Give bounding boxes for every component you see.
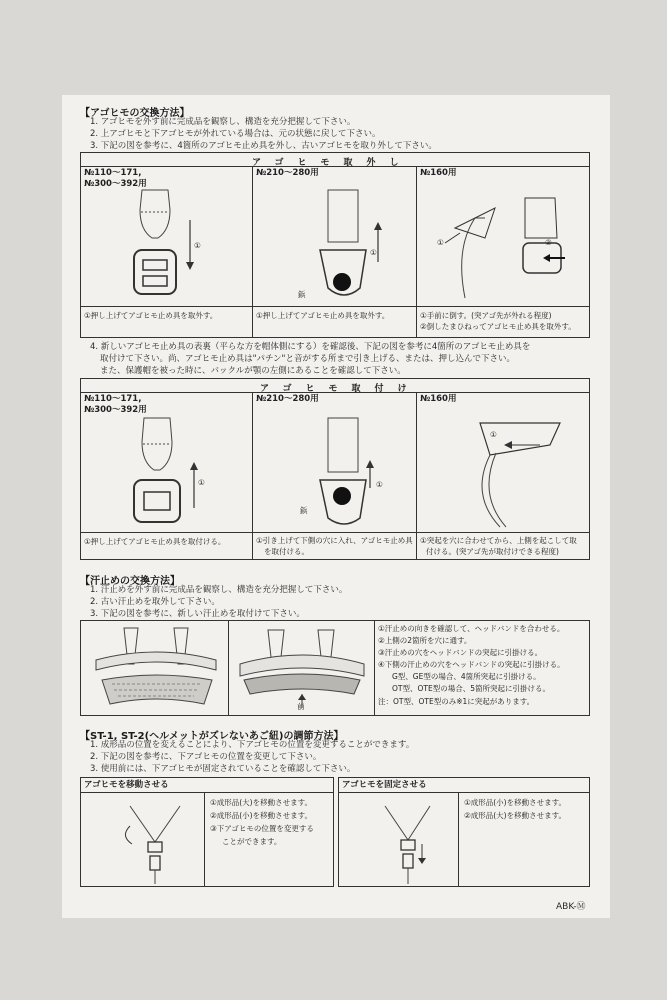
sweat-step-1: 1. 汗止めを外す前に完成品を観察し、構造を充分把握して下さい。: [90, 585, 348, 595]
st-step-2: 2. 下記の図を参考に、下アゴヒモの位置を変更して下さい。: [90, 752, 322, 762]
section-heading-chinstrap-replace: 【アゴヒモの交換方法】: [80, 108, 190, 119]
attach-col1-caption: ①押し上げてアゴヒモ止め具を取付ける。: [84, 537, 226, 546]
sweat-step-3: 3. 下記の図を参考に、新しい汗止めを取付けて下さい。: [90, 609, 305, 619]
footer-product-code: ABK-Ⓜ: [556, 902, 586, 912]
section-heading-st-adjust: 【ST-1, ST-2(ヘルメットがズレないあご紐)の調節方法】: [80, 731, 344, 742]
sweatband-illustration-1: [88, 624, 224, 712]
sweat-instr-3: ③汗止めの穴をヘッドバンドの突起に引掛ける。: [378, 648, 543, 657]
attach-col2-header: №210～280用: [256, 394, 319, 404]
attach-table-title: アゴヒモ取付け: [260, 384, 421, 394]
col3-header: №160用: [420, 168, 457, 178]
attach-col3-caption-line1: ①突起を穴に合わせてから、上側を起こして取: [420, 536, 577, 545]
rivet-label: 鋲: [298, 290, 306, 299]
rivet-attach-illustration: [300, 418, 410, 528]
col2-caption: ①押し上げてアゴヒモ止め具を取外す。: [256, 311, 390, 320]
sweat-instr-5: G型、GE型の場合、4箇所突起に引掛ける。: [392, 672, 541, 681]
sweat-instr-4: ④下側の汗止めの穴をヘッドバンドの突起に引掛ける。: [378, 660, 565, 669]
sweat-instr-note: 注：OT型、OTE型のみ※1に突起があります。: [378, 697, 535, 706]
step-3: 3. 下記の図を参考に、4箇所のアゴヒモ止め具を外し、古いアゴヒモを取り外して下さい。: [90, 141, 437, 151]
step-marker-1b: ①: [370, 248, 377, 257]
fix-instr-1: ①成形品(小)を移動させます。: [464, 798, 566, 807]
fix-chinstrap-title: アゴヒモを固定させる: [342, 780, 427, 790]
step-marker-1c: ①: [437, 238, 444, 247]
attach-col3-caption-line2: 付ける。(突アゴ先が取付けできる程度): [426, 547, 559, 556]
attach-col3-header: №160用: [420, 394, 457, 404]
buckle-removal-illustration: [110, 190, 230, 302]
section-heading-sweatband: 【汗止めの交換方法】: [80, 576, 180, 587]
attach-col2-caption-line2: を取付ける。: [264, 547, 309, 556]
rivet-removal-illustration: [300, 190, 410, 302]
attach-col1-header-line2: №300～392用: [84, 405, 147, 415]
attach-col2-caption-line1: ①引き上げて下側の穴に入れ、アゴヒモ止め具: [256, 536, 413, 545]
step-4-line3: また、保護帽を被った時に、バックルが顎の左側にあることを確認して下さい。: [100, 366, 406, 376]
rivet-label-attach: 鋲: [300, 506, 308, 515]
sweat-instr-2: ②上側の2箇所を穴に通す。: [378, 636, 472, 645]
attach-marker-1c: ①: [490, 430, 497, 439]
fix-chinstrap-illustration: [370, 796, 450, 884]
move-instr-1: ①成形品(大)を移動させます。: [210, 798, 312, 807]
attach-col1-header-line1: №110～171,: [84, 394, 142, 404]
sweat-instr-1: ①汗止めの向きを確認して、ヘッドバンドを合わせる。: [378, 624, 565, 633]
no160-attach-illustration: [440, 415, 580, 530]
col1-caption: ①押し上げてアゴヒモ止め具を取外す。: [84, 311, 218, 320]
step-4-line2: 取付けて下さい。尚、アゴヒモ止め具は"パチン"と音がする所まで引き上げる、または、押し込んで下さい。: [100, 354, 515, 364]
move-instr-4: ことができます。: [222, 837, 282, 846]
col2-header: №210～280用: [256, 168, 319, 178]
removal-table-title: アゴヒモ取外し: [252, 158, 413, 168]
attach-marker-1b: ①: [376, 480, 383, 489]
move-instr-3: ③下アゴヒモの位置を変更する: [210, 824, 314, 833]
st-step-1: 1. 成形品の位置を変えることにより、下アゴヒモの位置を変更することができます。: [90, 740, 415, 750]
col3-caption-line2: ②倒したまひねってアゴヒモ止め具を取外す。: [420, 322, 576, 331]
move-chinstrap-title: アゴヒモを移動させる: [84, 780, 169, 790]
step-marker-1: ①: [194, 241, 201, 250]
move-chinstrap-illustration: [110, 796, 200, 884]
move-instr-2: ②成形品(小)を移動させます。: [210, 811, 312, 820]
col1-header-line1: №110～171,: [84, 168, 142, 178]
st-step-3: 3. 使用前には、下アゴヒモが固定されていることを確認して下さい。: [90, 764, 356, 774]
col3-caption-line1: ①手前に倒す。(突アゴ先が外れる程度): [420, 311, 552, 320]
step-marker-2c: ②: [545, 238, 552, 247]
sweat-instr-6: OT型、OTE型の場合、5箇所突起に引掛ける。: [392, 684, 550, 693]
step-1: 1. アゴヒモを外す前に完成品を観察し、構造を充分把握して下さい。: [90, 117, 356, 127]
front-label: 前: [297, 702, 305, 711]
attach-marker-1: ①: [198, 478, 205, 487]
step-4-line1: 4. 新しいアゴヒモ止め具の表裏（平らな方を帽体側にする）を確認後、下記の図を参考に4箇所のアゴヒモ止め具を: [90, 342, 531, 352]
col1-header-line2: №300～392用: [84, 179, 147, 189]
no160-removal-illustration: [425, 188, 585, 303]
buckle-attach-illustration: [112, 418, 232, 528]
sweatband-illustration-2: [234, 624, 370, 712]
fix-instr-2: ②成形品(大)を移動させます。: [464, 811, 566, 820]
sweat-step-2: 2. 古い汗止めを取外して下さい。: [90, 597, 220, 607]
step-2: 2. 上アゴヒモと下アゴヒモが外れている場合は、元の状態に戻して下さい。: [90, 129, 381, 139]
